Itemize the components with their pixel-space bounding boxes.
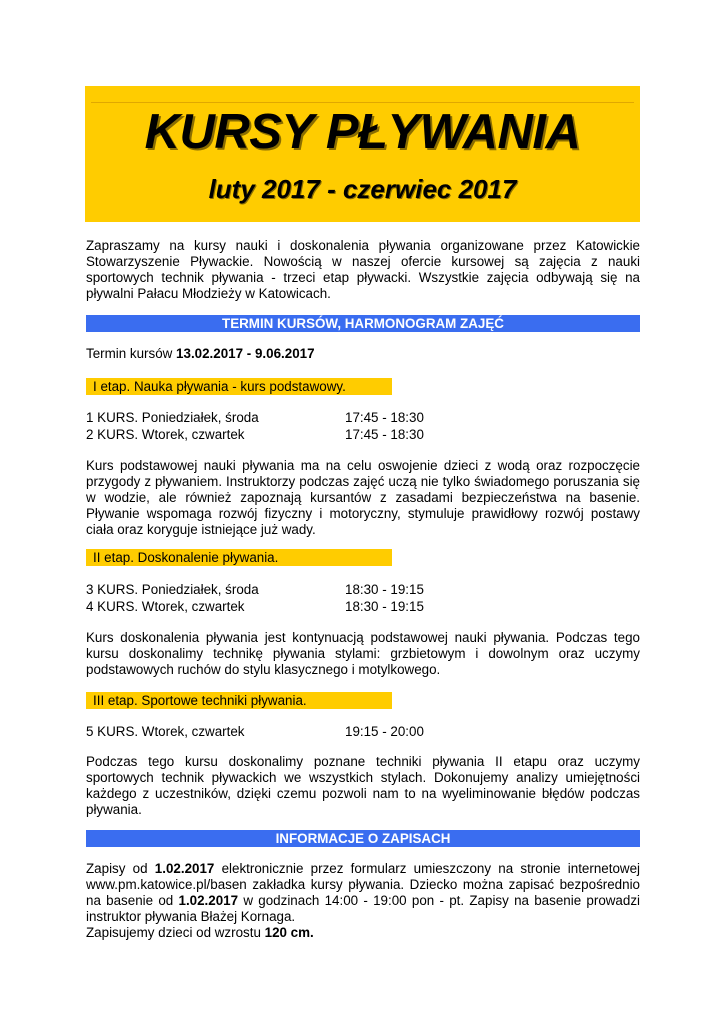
stage-3-description: Podczas tego kursu doskonalimy poznane techniki pływania II etapu oraz uczymy sportowych technik pływackich we wszystkich stylach. Dokonujemy analizy umiejętności każdego z uczestników, dzięki czemu pozwoli nam to na wyeliminowanie błędów podczas pływania. xyxy=(86,754,640,817)
banner-divider xyxy=(91,102,634,103)
stage-1-label: I etap. Nauka pływania - kurs podstawowy. xyxy=(86,378,392,395)
registration-paragraph xyxy=(86,861,640,925)
course-name: 1 KURS. Poniedziałek, środa xyxy=(86,410,259,425)
section-heading-registration: INFORMACJE O ZAPISACH xyxy=(86,830,640,847)
course-name: 3 KURS. Poniedziałek, środa xyxy=(86,582,259,597)
page-title: KURSY PŁYWANIA xyxy=(144,105,581,159)
page-subtitle: luty 2017 - czerwiec 2017 xyxy=(208,174,517,204)
stage-2-label: II etap. Doskonalenie pływania. xyxy=(86,549,392,566)
course-name: 5 KURS. Wtorek, czwartek xyxy=(86,724,245,739)
course-time: 18:30 - 19:15 xyxy=(345,582,424,597)
registration-date: 1.02.2017 xyxy=(154,861,215,876)
course-time: 19:15 - 20:00 xyxy=(345,724,424,739)
course-name: 2 KURS. Wtorek, czwartek xyxy=(86,427,245,442)
course-row xyxy=(86,599,424,615)
course-time: 17:45 - 18:30 xyxy=(345,427,424,442)
registration-text: Zapisy od xyxy=(86,861,155,876)
course-row xyxy=(86,724,424,740)
stage-2-description: Kurs doskonalenia pływania jest kontynuacją podstawowej nauki pływania. Podczas tego kursu doskonalimy technikę pływania stylami: grzbietowym i dowolnym oraz uczymy podstawowych ruchów do stylu klasycznego i motylkowego. xyxy=(86,630,640,677)
course-row xyxy=(86,410,424,426)
course-term xyxy=(86,346,315,362)
section-heading-schedule: TERMIN KURSÓW, HARMONOGRAM ZAJĘĆ xyxy=(86,315,640,332)
registration-text: w godzinach 14:00 - 19:00 pon - pt. Zapisy na basenie prowadzi instruktor pływania Błażej Kornaga. xyxy=(86,893,640,924)
course-term-value: 13.02.2017 - 9.06.2017 xyxy=(176,346,315,361)
course-name: 4 KURS. Wtorek, czwartek xyxy=(86,599,245,614)
height-requirement xyxy=(86,925,640,941)
course-time: 17:45 - 18:30 xyxy=(345,410,424,425)
course-row xyxy=(86,427,424,443)
registration-date: 1.02.2017 xyxy=(178,893,239,908)
title-banner xyxy=(85,86,640,222)
stage-3-label: III etap. Sportowe techniki pływania. xyxy=(86,692,392,709)
course-time: 18:30 - 19:15 xyxy=(345,599,424,614)
course-row xyxy=(86,582,424,598)
intro-paragraph: Zapraszamy na kursy nauki i doskonalenia pływania organizowane przez Katowickie Stowarzyszenie Pływackie. Nowością w naszej ofercie kursowej są zajęcia z nauki sportowych technik pływania - trzeci etap pływacki. Wszystkie zajęcia odbywają się na pływalni Pałacu Młodzieży w Katowicach. xyxy=(86,238,640,301)
height-requirement-text: Zapisujemy dzieci od wzrostu xyxy=(86,925,265,940)
height-requirement-value: 120 cm. xyxy=(264,925,314,940)
stage-1-description: Kurs podstawowej nauki pływania ma na celu oswojenie dzieci z wodą oraz rozpoczęcie przygody z pływaniem. Instruktorzy podczas zajęć uczą nie tylko świadomego poruszania się w wodzie, ale również zapoznają kursantów z zasadami bezpieczeństwa na basenie. Pływanie wspomaga rozwój fizyczny i motoryczny, stymuluje prawidłowy rozwój postawy ciała oraz koryguje istniejące już wady. xyxy=(86,458,640,537)
course-term-label: Termin kursów xyxy=(86,346,177,361)
registration-text: elektronicznie przez formularz umieszczony na stronie internetowej www.pm.katowice.pl/basen zakładka kursy pływania. Dziecko można zapisać bezpośrednio na basenie od xyxy=(86,861,640,908)
